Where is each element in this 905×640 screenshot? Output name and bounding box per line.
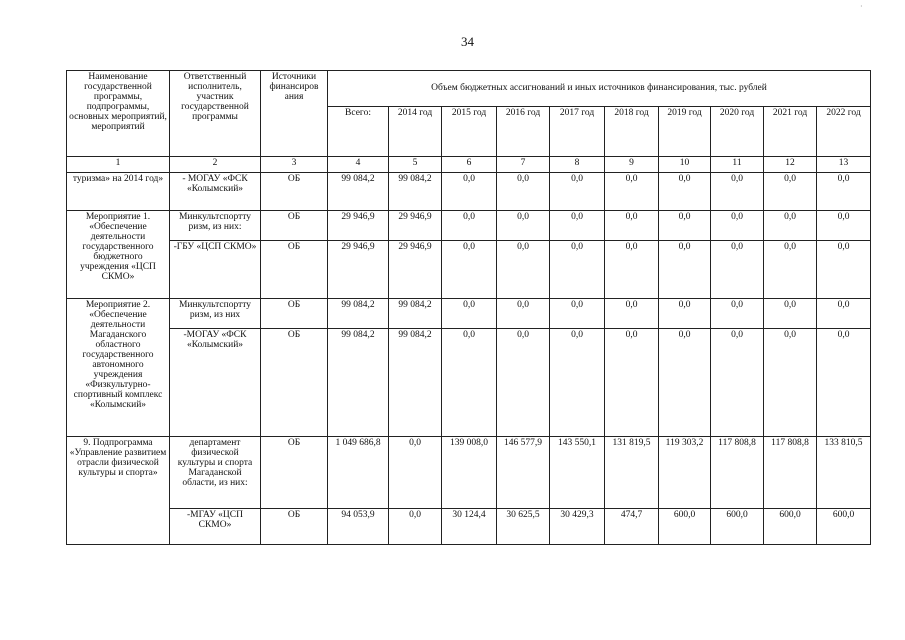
header-year-2015: 2015 год bbox=[442, 107, 497, 157]
index-cell: 13 bbox=[817, 157, 871, 173]
value-2016: 0,0 bbox=[497, 329, 550, 437]
row-source: ОБ bbox=[261, 509, 328, 545]
value-2019: 0,0 bbox=[659, 329, 711, 437]
value-2014: 0,0 bbox=[389, 509, 442, 545]
value-2017: 0,0 bbox=[550, 241, 605, 299]
value-2016: 146 577,9 bbox=[497, 437, 550, 509]
page-number: 34 bbox=[461, 34, 474, 49]
row-source: ОБ bbox=[261, 329, 328, 437]
table-row bbox=[67, 211, 871, 241]
row-executor: -МГАУ «ЦСП СКМО» bbox=[170, 509, 261, 545]
value-total: 99 084,2 bbox=[328, 299, 389, 329]
value-2019: 0,0 bbox=[659, 241, 711, 299]
index-cell: 10 bbox=[659, 157, 711, 173]
corner-mark: · bbox=[860, 2, 863, 11]
value-2018: 0,0 bbox=[605, 299, 659, 329]
row-executor: -МОГАУ «ФСК «Колымский» bbox=[170, 329, 261, 437]
table-row bbox=[67, 329, 871, 437]
index-cell: 8 bbox=[550, 157, 605, 173]
value-2019: 0,0 bbox=[659, 211, 711, 241]
value-2022: 600,0 bbox=[817, 509, 871, 545]
row-source: ОБ bbox=[261, 173, 328, 211]
value-2022: 0,0 bbox=[817, 241, 871, 299]
value-2016: 0,0 bbox=[497, 211, 550, 241]
value-2017: 0,0 bbox=[550, 173, 605, 211]
row-source: ОБ bbox=[261, 241, 328, 299]
row-source: ОБ bbox=[261, 211, 328, 241]
value-2021: 117 808,8 bbox=[764, 437, 817, 509]
value-2015: 0,0 bbox=[442, 241, 497, 299]
value-2022: 0,0 bbox=[817, 299, 871, 329]
value-2015: 0,0 bbox=[442, 211, 497, 241]
value-2015: 0,0 bbox=[442, 173, 497, 211]
row-source: ОБ bbox=[261, 437, 328, 509]
header-year-2016: 2016 год bbox=[497, 107, 550, 157]
value-2017: 143 550,1 bbox=[550, 437, 605, 509]
value-2015: 0,0 bbox=[442, 329, 497, 437]
value-2015: 30 124,4 bbox=[442, 509, 497, 545]
header-year-2018: 2018 год bbox=[605, 107, 659, 157]
table-row bbox=[67, 241, 871, 299]
value-2017: 0,0 bbox=[550, 329, 605, 437]
table-row bbox=[67, 299, 871, 329]
header-year-2021: 2021 год bbox=[764, 107, 817, 157]
value-2015: 0,0 bbox=[442, 299, 497, 329]
value-2019: 600,0 bbox=[659, 509, 711, 545]
value-2014: 99 084,2 bbox=[389, 299, 442, 329]
index-cell: 6 bbox=[442, 157, 497, 173]
value-2021: 0,0 bbox=[764, 211, 817, 241]
table-row bbox=[67, 437, 871, 509]
value-total: 29 946,9 bbox=[328, 211, 389, 241]
row-name: туризма» на 2014 год» bbox=[67, 173, 170, 211]
value-2015: 139 008,0 bbox=[442, 437, 497, 509]
value-2020: 0,0 bbox=[711, 211, 764, 241]
row-executor: Минкультспортту ризм, из них: bbox=[170, 211, 261, 241]
header-source-col: Источники финансиров ания bbox=[261, 71, 328, 157]
value-2016: 30 625,5 bbox=[497, 509, 550, 545]
value-2022: 0,0 bbox=[817, 173, 871, 211]
value-2016: 0,0 bbox=[497, 173, 550, 211]
index-cell: 5 bbox=[389, 157, 442, 173]
row-name: 9. Подпрограмма «Управление развитием отрасли физической культуры и спорта» bbox=[67, 437, 170, 545]
table-row bbox=[67, 509, 871, 545]
table-row bbox=[67, 173, 871, 211]
header-year-2017: 2017 год bbox=[550, 107, 605, 157]
index-cell: 11 bbox=[711, 157, 764, 173]
value-2018: 131 819,5 bbox=[605, 437, 659, 509]
value-2014: 99 084,2 bbox=[389, 329, 442, 437]
index-cell: 1 bbox=[67, 157, 170, 173]
value-2021: 0,0 bbox=[764, 299, 817, 329]
value-2020: 117 808,8 bbox=[711, 437, 764, 509]
value-2017: 0,0 bbox=[550, 299, 605, 329]
header-executor-col: Ответственный исполнитель, участник государственной программы bbox=[170, 71, 261, 157]
value-2020: 0,0 bbox=[711, 173, 764, 211]
value-2018: 0,0 bbox=[605, 329, 659, 437]
value-2019: 0,0 bbox=[659, 299, 711, 329]
value-2014: 99 084,2 bbox=[389, 173, 442, 211]
index-cell: 12 bbox=[764, 157, 817, 173]
value-2014: 29 946,9 bbox=[389, 211, 442, 241]
row-name: Мероприятие 1. «Обеспечение деятельности государственного бюджетного учреждения «ЦСП СКМО» bbox=[67, 211, 170, 299]
value-2021: 0,0 bbox=[764, 241, 817, 299]
row-executor: департамент физической культуры и спорта Магаданской области, из них: bbox=[170, 437, 261, 509]
index-cell: 3 bbox=[261, 157, 328, 173]
value-total: 29 946,9 bbox=[328, 241, 389, 299]
value-2021: 600,0 bbox=[764, 509, 817, 545]
budget-table bbox=[66, 70, 871, 545]
row-name: Мероприятие 2. «Обеспечение деятельности Магаданского областного государственного автономного учреждения «Физкультурно-спортивный комплекс «Колымский» bbox=[67, 299, 170, 437]
value-2022: 0,0 bbox=[817, 211, 871, 241]
value-2018: 0,0 bbox=[605, 173, 659, 211]
header-year-2019: 2019 год bbox=[659, 107, 711, 157]
value-2014: 29 946,9 bbox=[389, 241, 442, 299]
index-row bbox=[67, 157, 871, 173]
value-2019: 119 303,2 bbox=[659, 437, 711, 509]
value-2018: 474,7 bbox=[605, 509, 659, 545]
value-2020: 600,0 bbox=[711, 509, 764, 545]
row-source: ОБ bbox=[261, 299, 328, 329]
header-year-2020: 2020 год bbox=[711, 107, 764, 157]
value-2022: 133 810,5 bbox=[817, 437, 871, 509]
index-cell: 2 bbox=[170, 157, 261, 173]
value-2016: 0,0 bbox=[497, 241, 550, 299]
value-2019: 0,0 bbox=[659, 173, 711, 211]
value-2021: 0,0 bbox=[764, 329, 817, 437]
value-2014: 0,0 bbox=[389, 437, 442, 509]
value-2018: 0,0 bbox=[605, 241, 659, 299]
value-2018: 0,0 bbox=[605, 211, 659, 241]
row-executor: Минкультспортту ризм, из них bbox=[170, 299, 261, 329]
index-cell: 7 bbox=[497, 157, 550, 173]
value-2022: 0,0 bbox=[817, 329, 871, 437]
value-2020: 0,0 bbox=[711, 241, 764, 299]
index-cell: 4 bbox=[328, 157, 389, 173]
index-cell: 9 bbox=[605, 157, 659, 173]
header-budget-group: Объем бюджетных ассигнований и иных источников финансирования, тыс. рублей bbox=[328, 71, 871, 107]
header-name-col: Наименование государственной программы, подпрограммы, основных мероприятий, мероприятий bbox=[67, 71, 170, 157]
value-total: 99 084,2 bbox=[328, 173, 389, 211]
value-total: 99 084,2 bbox=[328, 329, 389, 437]
value-total: 94 053,9 bbox=[328, 509, 389, 545]
value-2021: 0,0 bbox=[764, 173, 817, 211]
value-2016: 0,0 bbox=[497, 299, 550, 329]
value-2020: 0,0 bbox=[711, 299, 764, 329]
header-year-2014: 2014 год bbox=[389, 107, 442, 157]
header-year-2022: 2022 год bbox=[817, 107, 871, 157]
value-2020: 0,0 bbox=[711, 329, 764, 437]
value-2017: 30 429,3 bbox=[550, 509, 605, 545]
row-executor: -ГБУ «ЦСП СКМО» bbox=[170, 241, 261, 299]
header-total: Всего: bbox=[328, 107, 389, 157]
value-2017: 0,0 bbox=[550, 211, 605, 241]
value-total: 1 049 686,8 bbox=[328, 437, 389, 509]
row-executor: - МОГАУ «ФСК «Колымский» bbox=[170, 173, 261, 211]
